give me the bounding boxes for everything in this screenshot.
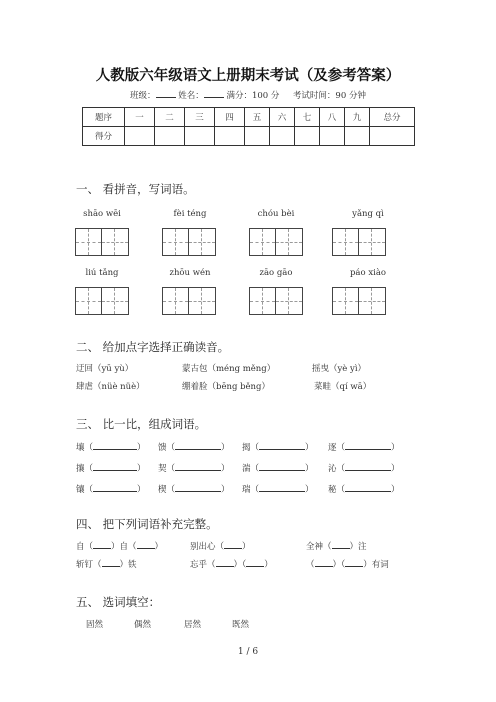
answer-blank[interactable]	[345, 557, 363, 567]
score-cell[interactable]	[185, 127, 215, 146]
score-cell[interactable]	[155, 127, 185, 146]
score-cell[interactable]	[245, 127, 270, 146]
idiom-item: 斩钉（ ）铁	[76, 557, 137, 570]
answer-blank[interactable]	[175, 482, 221, 492]
reading-choice[interactable]: 蒙古包（méng měng）	[182, 364, 276, 374]
score-cell[interactable]	[215, 127, 245, 146]
answer-blank[interactable]	[216, 557, 234, 567]
header-cell: 二	[155, 108, 185, 127]
answer-blank[interactable]	[259, 461, 305, 471]
pinyin-label: fèi téng	[173, 209, 207, 219]
word-compare-item: 瑞（ ）	[242, 482, 314, 495]
reading-choice[interactable]: 摇曳（yè yì）	[312, 364, 367, 374]
word-compare-item: 壤（ ）	[76, 440, 146, 453]
answer-blank[interactable]	[224, 539, 242, 549]
reading-choice[interactable]: 迂回（yū yù）	[76, 364, 134, 374]
answer-blank[interactable]	[259, 440, 305, 450]
row-label: 得分	[83, 127, 125, 146]
full-score: 满分：100 分	[226, 91, 280, 101]
idiom-item: （ ）（ ）有词	[306, 557, 389, 570]
name-label: 姓名：	[178, 91, 204, 101]
pinyin-label: chóu bèi	[257, 209, 295, 219]
idiom-item: 忘乎（ ）（ ）	[190, 557, 273, 570]
word-compare-item: 镶（ ）	[76, 482, 146, 495]
word-compare-item: 湍（ ）	[242, 461, 314, 474]
header-cell: 三	[185, 108, 215, 127]
exam-time: 考试时间：90 分钟	[292, 91, 366, 101]
word-compare-item: 沁（ ）	[328, 461, 400, 474]
writing-box[interactable]	[249, 287, 303, 315]
answer-blank[interactable]	[345, 482, 391, 492]
score-cell[interactable]	[320, 127, 345, 146]
answer-blank[interactable]	[315, 557, 333, 567]
writing-box[interactable]	[75, 228, 129, 256]
writing-box[interactable]	[162, 228, 216, 256]
score-table-header-row	[83, 108, 415, 127]
answer-blank[interactable]	[175, 461, 221, 471]
answer-blank[interactable]	[93, 440, 137, 450]
answer-blank[interactable]	[93, 539, 111, 549]
idiom-item: 自（ ）自（ ）	[76, 539, 163, 552]
word-option: 偶然	[134, 620, 152, 630]
answer-blank[interactable]	[93, 461, 137, 471]
page-number: 1 / 6	[237, 647, 259, 657]
answer-blank[interactable]	[259, 482, 305, 492]
word-option: 既然	[232, 620, 250, 630]
header-cell: 六	[270, 108, 295, 127]
word-compare-item: 秘（ ）	[328, 482, 400, 495]
answer-blank[interactable]	[246, 557, 264, 567]
reading-choice[interactable]: 菜畦（qí wā）	[314, 382, 372, 392]
header-cell: 五	[245, 108, 270, 127]
section-5-title: 五、 选词填空：	[76, 595, 161, 609]
answer-blank[interactable]	[332, 539, 350, 549]
word-option: 居然	[184, 620, 202, 630]
score-table	[82, 107, 415, 146]
header-cell: 七	[295, 108, 320, 127]
writing-box[interactable]	[249, 228, 303, 256]
pinyin-label: zāo gāo	[259, 268, 293, 278]
header-cell: 总分	[370, 108, 415, 127]
name-blank[interactable]	[204, 89, 224, 98]
score-cell[interactable]	[295, 127, 320, 146]
score-cell[interactable]	[125, 127, 155, 146]
word-compare-item: 楔（ ）	[158, 482, 230, 495]
page-title: 人教版六年级语文上册期末考试（及参考答案）	[95, 67, 401, 84]
section-4-title: 四、 把下列词语补充完整。	[76, 517, 218, 531]
answer-blank[interactable]	[345, 461, 391, 471]
header-cell: 九	[345, 108, 370, 127]
reading-choice[interactable]: 肆虐（nüè nüè）	[76, 382, 145, 392]
pinyin-label: shāo wēi	[83, 209, 121, 219]
section-1-title: 一、 看拼音，写词语。	[76, 182, 195, 196]
answer-blank[interactable]	[175, 440, 221, 450]
answer-blank[interactable]	[137, 539, 155, 549]
word-compare-item: 逐（ ）	[328, 440, 400, 453]
pinyin-label: páo xiào	[349, 268, 387, 278]
writing-box[interactable]	[332, 228, 386, 256]
word-compare-item: 馈（ ）	[158, 440, 230, 453]
word-compare-item: 揭（ ）	[242, 440, 314, 453]
section-3-title: 三、 比一比，组成词语。	[76, 417, 207, 431]
idiom-item: 全神（ ）注	[306, 539, 367, 552]
pinyin-label: zhōu wén	[169, 268, 211, 278]
header-cell: 一	[125, 108, 155, 127]
header-cell: 四	[215, 108, 245, 127]
score-cell[interactable]	[270, 127, 295, 146]
header-cell: 八	[320, 108, 345, 127]
section-2-title: 二、 给加点字选择正确读音。	[76, 340, 230, 354]
score-cell[interactable]	[345, 127, 370, 146]
answer-blank[interactable]	[345, 440, 391, 450]
word-compare-item: 攘（ ）	[76, 461, 146, 474]
header-cell: 题序	[83, 108, 125, 127]
word-option: 固然	[86, 620, 104, 630]
answer-blank[interactable]	[102, 557, 120, 567]
pinyin-label: liú tǎng	[85, 268, 119, 278]
student-info-line	[0, 89, 496, 101]
pinyin-label: yǎng qì	[352, 209, 384, 219]
class-blank[interactable]	[156, 89, 176, 98]
writing-box[interactable]	[332, 287, 386, 315]
word-compare-item: 契（ ）	[158, 461, 230, 474]
class-label: 班级：	[130, 91, 156, 101]
writing-box[interactable]	[162, 287, 216, 315]
writing-box[interactable]	[75, 287, 129, 315]
idiom-item: 别出心（ ）	[190, 539, 251, 552]
score-cell[interactable]	[370, 127, 415, 146]
answer-blank[interactable]	[93, 482, 137, 492]
reading-choice[interactable]: 绷着脸（bēng běng）	[182, 382, 270, 392]
score-table-score-row	[83, 127, 415, 146]
